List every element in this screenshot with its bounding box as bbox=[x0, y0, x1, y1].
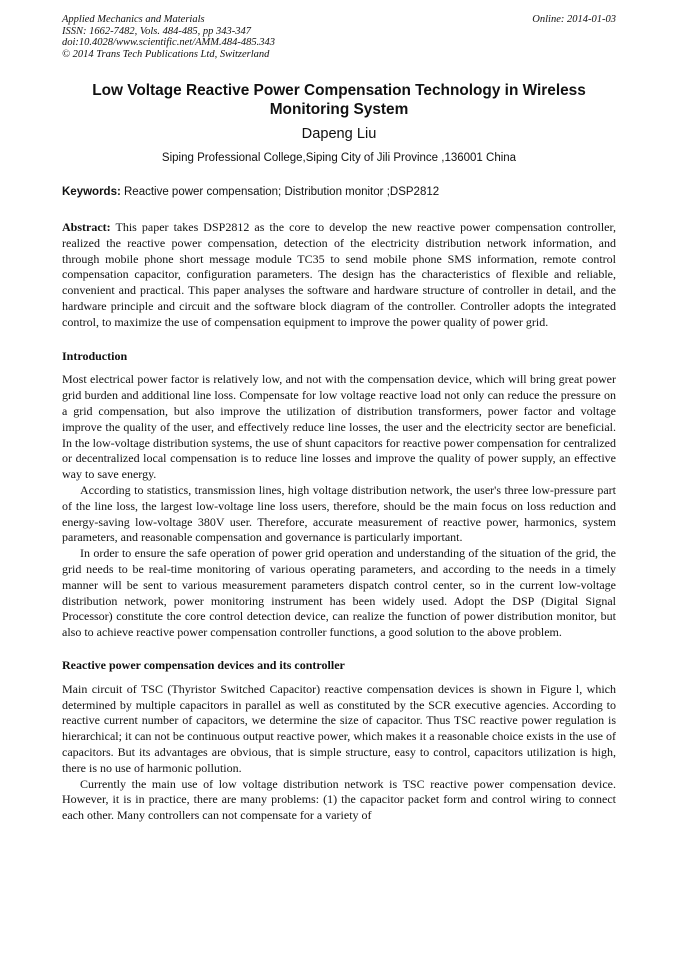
author-name: Dapeng Liu bbox=[301, 126, 377, 142]
intro-paragraph: Most electrical power factor is relatively low, and not with the compensation device, which will bring great power grid burden and additional line loss. Compensate for low voltage reactive load not only can reduce the pressure on a grid compensation, but also improve the utilization of distribution transformers, power factor and voltage improve the quality of the user, and effectively reduce line losses, the user and the electricity sector are beneficial. In the low-voltage distribution systems, the use of shunt capacitors for reactive power compensation for centralized or decentralized local compensation is to reduce line losses and improve the quality of power supply, an effective way to save energy. bbox=[62, 372, 616, 482]
section-paragraph: Main circuit of TSC (Thyristor Switched Capacitor) reactive compensation devices is shown in Figure l, which determined by multiple capacitors in parallel as well as constituted by the SCR executive agencies. According to reactive current number of capacitors, we determine the size of capacitor. Thus TSC reactive power regulation is hierarchical; it can not be continuous output reactive power, which makes it a reasonable choice exists in the use of capacitors. But its advantages are obvious, that is simple structure, easy to control, capacitors utilization is high, there is no use of harmonic pollution. bbox=[62, 681, 616, 775]
keywords-label: Keywords: bbox=[62, 186, 121, 198]
keywords-line bbox=[62, 185, 616, 199]
section-heading: Reactive power compensation devices and its controller bbox=[62, 657, 345, 672]
keywords-text: Reactive power compensation; Distribution monitor ;DSP2812 bbox=[124, 186, 440, 198]
intro-paragraph: According to statistics, transmission lines, high voltage distribution network, the user's three low-pressure part of the line loss, the largest low-voltage line loss users, therefore, should be the main focus on loss reduction and energy-saving low-voltage 380V user. Therefore, accurate measurement of reactive power, harmonics, system parameters, and reasonable compensation and governance is particularly important. bbox=[62, 482, 616, 545]
doi-line: doi:10.4028/www.scientific.net/AMM.484-485.343 bbox=[62, 37, 275, 49]
abstract bbox=[62, 220, 616, 331]
online-date: Online: 2014-01-03 bbox=[532, 14, 616, 25]
journal-header bbox=[62, 14, 616, 60]
copyright-line: © 2014 Trans Tech Publications Ltd, Switzerland bbox=[62, 48, 270, 60]
intro-paragraph: In order to ensure the safe operation of power grid operation and understanding of the situation of the grid, the grid needs to be real-time monitoring of various operating parameters, and according to the needs in a timely manner will be sent to various measurement parameters dispatch control center, so in the current low-voltage distribution network, power monitoring instrument has been widely used. Adopt the DSP (Digital Signal Processor) constitute the core control detection device, can realize the function of power distribution monitor, but also to achieve reactive power compensation controller functions, a good solution to the above problem. bbox=[62, 546, 616, 640]
abstract-label: Abstract: bbox=[62, 220, 111, 234]
section-paragraph: Currently the main use of low voltage distribution network is TSC reactive power compensation device. However, it is in practice, there are many problems: (1) the capacitor packet form and control wiring to connect each other. Many controllers can not compensate for a variety of bbox=[62, 776, 616, 823]
abstract-text: This paper takes DSP2812 as the core to develop the new reactive power compensation controller, realized the reactive power compensation, detection of the electricity distribution network information, and through mobile phone short message module TC35 to send mobile phone SMS information, remote control compensation capacitor, configuration parameters. The design has the characteristics of flexible and reliable, convenient and practical. This paper analyses the software and hardware structure of controller in detail, and the hardware principle and circuit and the software block diagram of the controller. Controller adopts the integrated control, to maximize the use of compensation equipment to improve the power quality of power grid. bbox=[62, 220, 616, 329]
introduction-heading: Introduction bbox=[62, 348, 128, 363]
affiliation: Siping Professional College,Siping City of Jili Province ,136001 China bbox=[161, 152, 517, 164]
paper-title: Low Voltage Reactive Power Compensation Technology in Wireless Monitoring System bbox=[92, 82, 586, 118]
paper-body bbox=[62, 220, 616, 824]
journal-name: Applied Mechanics and Materials bbox=[62, 14, 205, 25]
issn-line: ISSN: 1662-7482, Vols. 484-485, pp 343-347 bbox=[62, 25, 251, 37]
